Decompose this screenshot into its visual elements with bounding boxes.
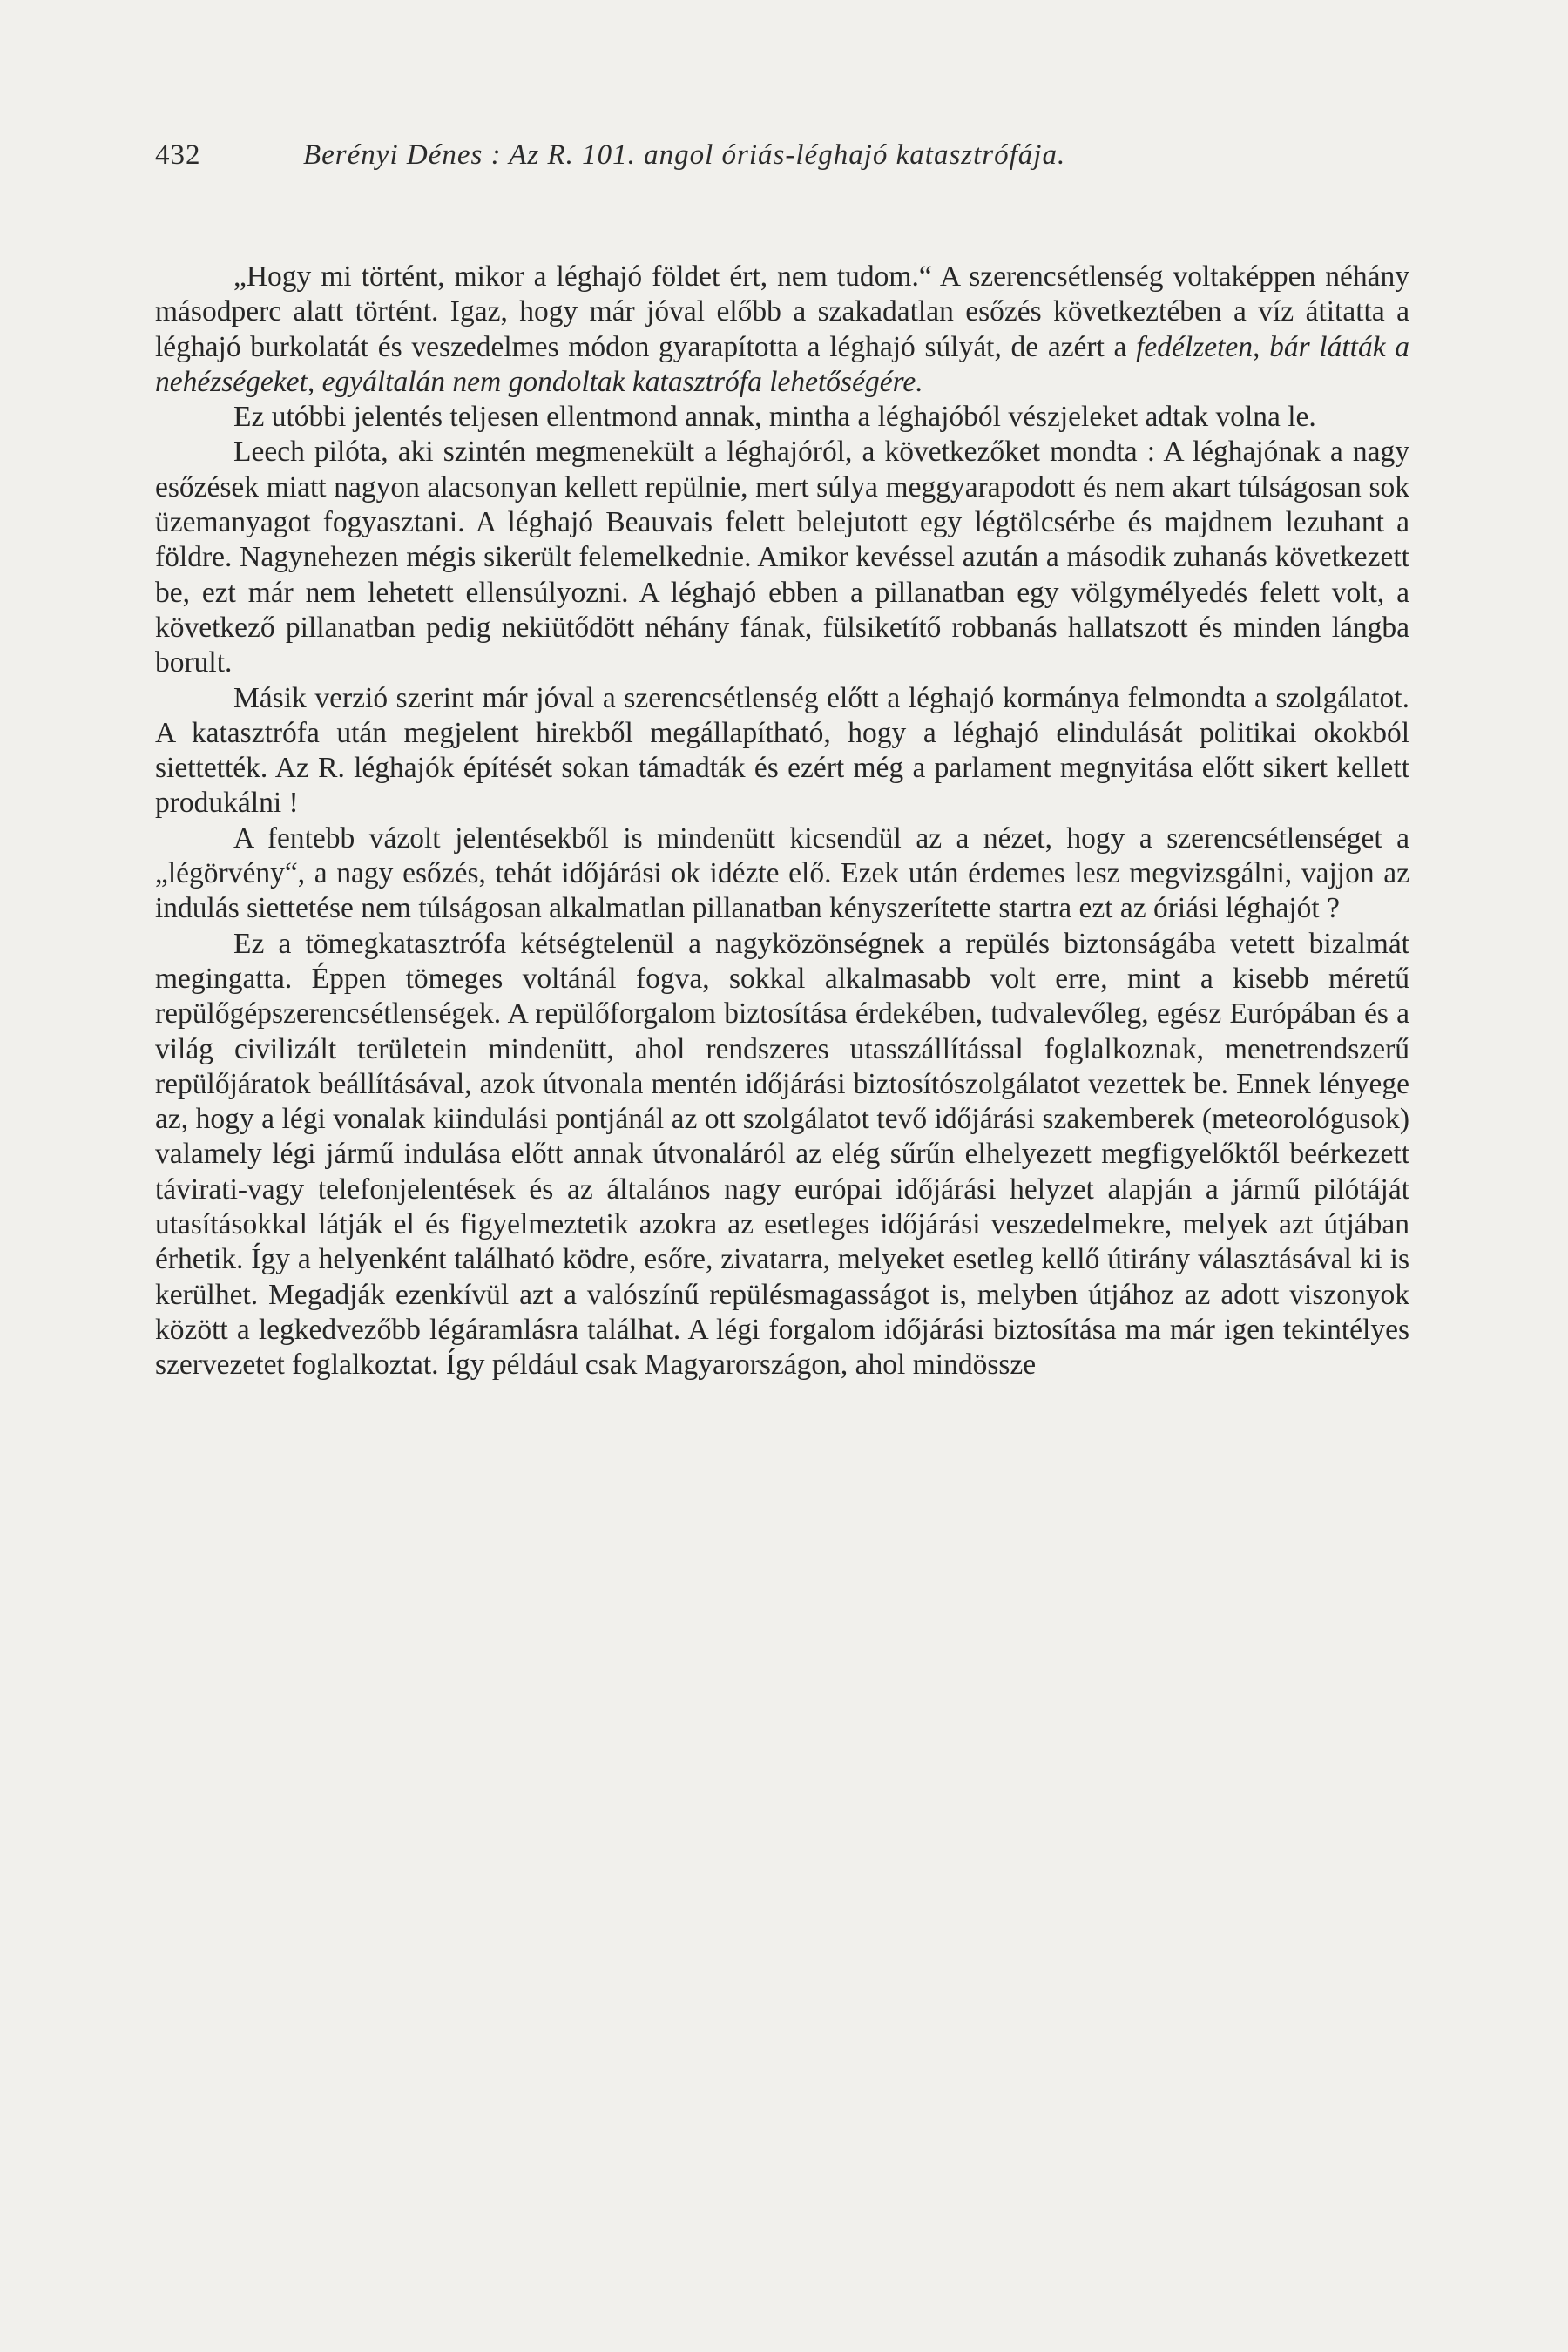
paragraph: Másik verzió szerint már jóval a szerencsétlenség előtt a léghajó kormánya felmondta a szolgálatot. A katasztrófa után megjelent hirekből megállapítható, hogy a léghajó elindulását politikai okokból siettették. Az R. léghajók építését sokan támadták és ezért még a parlament megnyitása előtt sikert kellett produkálni ! — [155, 681, 1409, 820]
paragraph: Leech pilóta, aki szintén megmenekült a léghajóról, a következőket mondta : A léghajónak a nagy esőzések miatt nagyon alacsonyan kellett repülnie, mert súlya meggyarapodott és nem akart túlságosan sok üzemanyagot fogyasztani. A léghajó Beauvais felett belejutott egy légtölcsérbe és majdnem lezuhant a földre. Nagynehezen mégis sikerült felemelkednie. Amikor kevéssel azután a második zuhanás következett be, ezt már nem lehetett ellensúlyozni. A léghajó ebben a pillanatban egy völgymélyedés felett volt, a következő pillanatban pedig nekiütődött néhány fának, fülsiketítő robbanás hallatszott és minden lángba borult. — [155, 436, 1409, 679]
page-number: 432 — [155, 139, 201, 171]
paragraph-text: „Hogy mi történt, mikor a léghajó földet ért, nem tudom.“ A szerencsétlenség voltaképpen néhány másodperc alatt történt. Igaz, hogy már jóval előbb a szakadatlan esőzés következtében a víz átitatta a léghajó burkolatát és veszedelmes módon gyarapította a léghajó súlyát, de azért a — [155, 260, 1409, 363]
italic-emphasis: fedélzeten, bár látták a nehézségeket, egyáltalán nem gondoltak katasztrófa lehetőségére. — [155, 330, 1409, 398]
page-header — [155, 139, 1409, 183]
paragraph — [155, 260, 1409, 400]
paragraph: A fentebb vázolt jelentésekből is mindenütt kicsendül az a nézet, hogy a szerencsétlenséget a „légörvény“, a nagy esőzés, tehát időjárási ok idézte elő. Ezek után érdemes lesz megvizsgálni, vajjon az indulás siettetése nem túlságosan alkalmatlan pillanatban kényszerítette startra ezt az óriási léghajót ? — [155, 821, 1409, 925]
running-title: Berényi Dénes : Az R. 101. angol óriás-léghajó katasztrófája. — [303, 139, 1066, 171]
body-text — [155, 260, 1409, 1383]
paragraph: Ez utóbbi jelentés teljesen ellentmond annak, mintha a léghajóból vészjeleket adtak volna le. — [233, 401, 1316, 434]
paragraph: Ez a tömegkatasztrófa kétségtelenül a nagyközönségnek a repülés biztonságába vetett bizalmát megingatta. Éppen tömeges voltánál fogva, sokkal alkalmasabb volt erre, mint a kisebb méretű repülőgépszerencsétlenségek. A repülőforgalom biztosítása érdekében, tudvalevőleg, egész Európában és a világ civilizált területein mindenütt, ahol rendszeres utasszállítással foglalkoznak, menetrendszerű repülőjáratok beállításával, azok útvonala mentén időjárási biztosítószolgálatot vezettek be. Ennek lényege az, hogy a légi vonalak kiindulási pontjánál az ott szolgálatot tevő időjárási szakemberek (meteorológusok) valamely légi jármű indulása előtt annak útvonaláról az elég sűrűn elhelyezett megfigyelőktől beérkezett távirati-vagy telefonjelentések és az általános nagy európai időjárási helyzet alapján a jármű pilótáját utasításokkal látják el és figyelmeztetik azokra az esetleges időjárási veszedelmekre, melyek azt útjában érhetik. Így a helyenként található ködre, esőre, zivatarra, melyeket esetleg kellő útirány választásával ki is kerülhet. Megadják ezenkívül azt a valószínű repülésmagasságot is, melyben útjához az adott viszonyok között a legkedvezőbb légáramlásra találhat. A légi forgalom időjárási biztosítása ma már igen tekintélyes szervezetet foglalkoztat. Így például csak Magyarországon, ahol mindössze — [155, 927, 1409, 1382]
